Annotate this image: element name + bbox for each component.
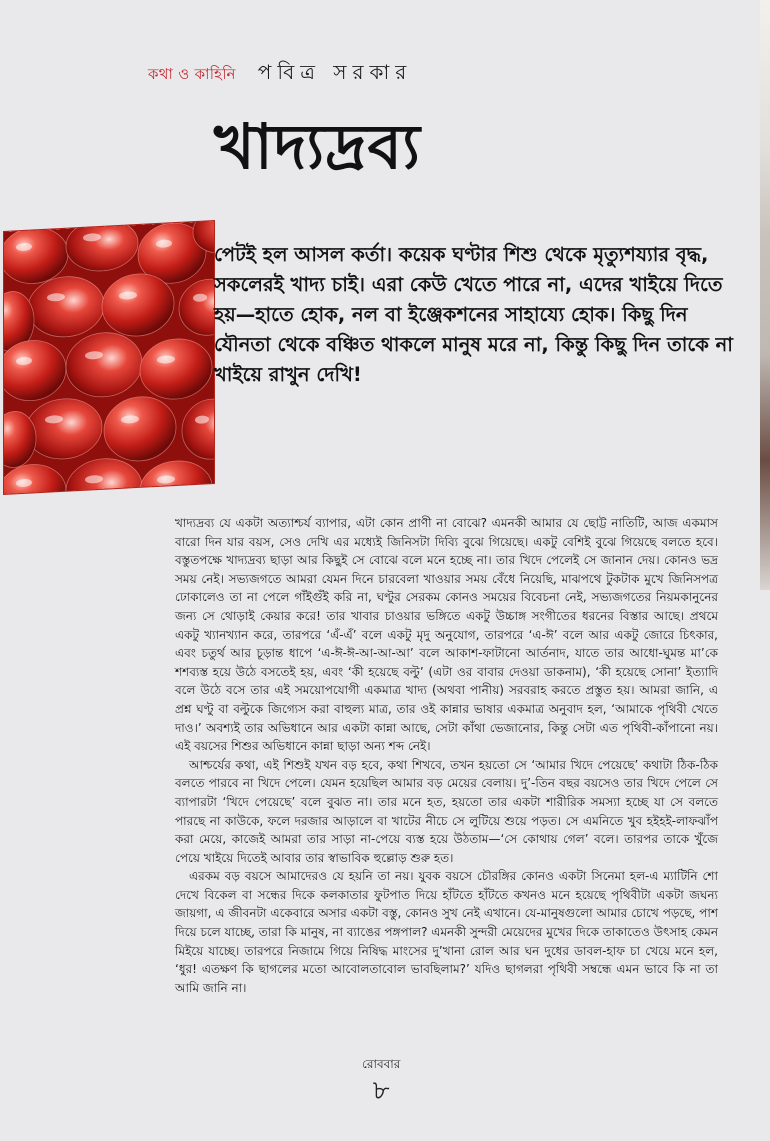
body-paragraph-3: এরকম বড় বয়সে আমাদেরও যে হয়নি তা নয়। যুবক বয়সে চৌরঙ্গির কোনও একটা সিনেমা হল-এ ম্যাটিনি শো দেখে বিকেল বা সন্ধের দিকে কলকাতার ফুটপাত দিয়ে হাঁটতে হাঁটতে কখনও মনে হয়েছে পৃথিবীটা একটা জঘন্য জায়গা, এ জীবনটা একেবারে অসার একটা বস্তু, কোনও সুখ নেই এখানে। যে-মানুষগুলো আমার চোখে পড়ছে, পাশ দিয়ে চলে যাচ্ছে, তারা কি মানুষ, না ব্যাঙের পঙ্গপাল? এমনকী সুন্দরী মেয়েদের মুখের দিকে তাকাতেও উৎসাহ কেমন মিইয়ে যাচ্ছে। তারপরে নিজামে গিয়ে নিষিদ্ধ মাংসের দু’খানা রোল আর ঘন দুধের ডাবল-হাফ চা খেয়ে মনে হল, ‘ধুর! এতক্ষণ কি ছাগলের মতো আবোলতাবোল ভাবছিলাম?’ যদিও ছাগলরা পৃথিবী সম্বন্ধে এমন ভাবে কি না তা আমি জানি না। <box>175 869 718 995</box>
adjacent-page-edge <box>760 0 770 590</box>
body-paragraph-1: খাদ্যদ্রব্য যে একটা অত্যাশ্চর্য ব্যাপার, এটা কোন প্রাণী না বোঝে? এমনকী আমার যে ছোট্ট নাতিটি, আজ একমাস বারো দিন যার বয়স, সেও দেখি এর মধ্যেই জিনিসটা দিব্যি বুঝে গিয়েছে। একটু বেশিই বুঝে গিয়েছে বলতে হবে। বস্তুতপক্ষে খাদ্যদ্রব্য ছাড়া আর কিছুই সে বোঝে বলে মনে হচ্ছে না। তার খিদে পেলেই সে জানান দেয়। কোনও ভদ্র সময় নেই। সভ্যজগতে আমরা যেমন দিনে চারবেলা খাওয়ার সময় বেঁধে নিয়েছি, মাঝপথে টুকটাক মুখে জিনিসপত্র ঢোকালেও তা না পেলে গাঁইগুঁই করি না, ঘণ্টুর সেরকম কোনও সময়ের বিবেচনা নেই, সভ্যজগতের নিয়মকানুনের জন্য সে থোড়াই কেয়ার করে! তার খাবার চাওয়ার ভঙ্গিতে একটু উচ্চাঙ্গ সংগীতের ধরনের বিস্তার আছে। প্রথমে একটু খ্যানখ্যান করে, তারপরে ‘এঁ-এঁ’ বলে একটু মৃদু অনুযোগ, তারপরে ‘এ-ঈ’ বলে আর একটু জোরে চিৎকার, এবং চতুর্থ আর চূড়ান্ত ধাপে ‘এ-ঈ-ঈ-আ-আ-আ’ বলে আকাশ-ফাটানো আর্তনাদ, যাতে তার আধো-ঘুমন্ত মা’কে শশব্যস্ত হয়ে উঠে বসতেই হয়, এবং ‘কী হয়েছে বল্টু’ (এটা ওর বাবার দেওয়া ডাকনাম), ‘কী হয়েছে সোনা’ ইত্যাদি বলে উঠে বসে তার এই সময়োপযোগী একমাত্র খাদ্য (অথবা পানীয়) সরবরাহ করতে প্রস্তুত হয়। আমরা জানি, এ প্রশ্ন ঘণ্টু বা বল্টুকে জিগ্যেস করা বাহুল্য মাত্র, তার ওই কান্নার ভাষার একমাত্র অনুবাদ হল, ‘আমাকে পৃথিবী খেতে দাও।’ অবশ্যই তার অভিধানে আর একটা কান্না আছে, সেটা কাঁথা ভেজানোর, কিন্তু সেটা এত পৃথিবী-কাঁপানো নয়। এই বয়সের শিশুর অভিধানে কান্না ছাড়া অন্য শব্দ নেই। <box>175 516 718 754</box>
red-gems-photo <box>4 221 214 494</box>
article-body <box>175 514 718 997</box>
page-header <box>148 58 412 86</box>
article-title: খাদ্যদ্রব্য <box>214 110 421 183</box>
magazine-name: রোববার <box>362 1057 401 1071</box>
page-number: ৮ <box>372 1076 390 1106</box>
body-paragraph-2: আশ্চর্যের কথা, এই শিশুই যখন বড় হবে, কথা শিখবে, তখন হয়তো সে ‘আমার খিদে পেয়েছে’ কথাটা ঠিক-ঠিক বলতে পারবে না খিদে পেলে। যেমন হয়েছিল আমার বড় মেয়ের বেলায়। দু’-তিন বছর বয়সেও তার খিদে পেলে সে ব্যাপারটা ‘খিদে পেয়েছে’ বলে বুঝত না। তার মনে হত, হয়তো তার একটা শারীরিক সমস্যা হচ্ছে যা সে বলতে পারছে না কাউকে, ফলে দরজার আড়ালে বা খাটের নীচে সে লুটিয়ে শুয়ে পড়ত। সে এমনিতে খুব হইহই-লাফঝাঁপ করা মেয়ে, কাজেই আমরা তার সাড়া না-পেয়ে ব্যস্ত হয়ে উঠতাম—‘সে কোথায় গেল’ বলে। তারপর তাকে খুঁজে পেয়ে খাইয়ে দিতেই আবার তার স্বাভাবিক হুল্লোড় শুরু হত। <box>175 757 718 865</box>
lead-paragraph: পেটই হল আসল কর্তা। কয়েক ঘণ্টার শিশু থেকে মৃত্যুশয্যার বৃদ্ধ, সকলেরই খাদ্য চাই। এরা কেউ খেতে পারে না, এদের খাইয়ে দিতে হয়—হাতে হোক, নল বা ইঞ্জেকশনের সাহায্যে হোক। কিছু দিন যৌনতা থেকে বঞ্চিত থাকলে মানুষ মরে না, কিন্তু কিছু দিন তাকে না খাইয়ে রাখুন দেখি! <box>214 243 733 386</box>
author-name: পবিত্র সরকার <box>257 60 413 84</box>
section-label: কথা ও কাহিনি <box>148 65 236 83</box>
page-footer <box>362 1056 400 1106</box>
